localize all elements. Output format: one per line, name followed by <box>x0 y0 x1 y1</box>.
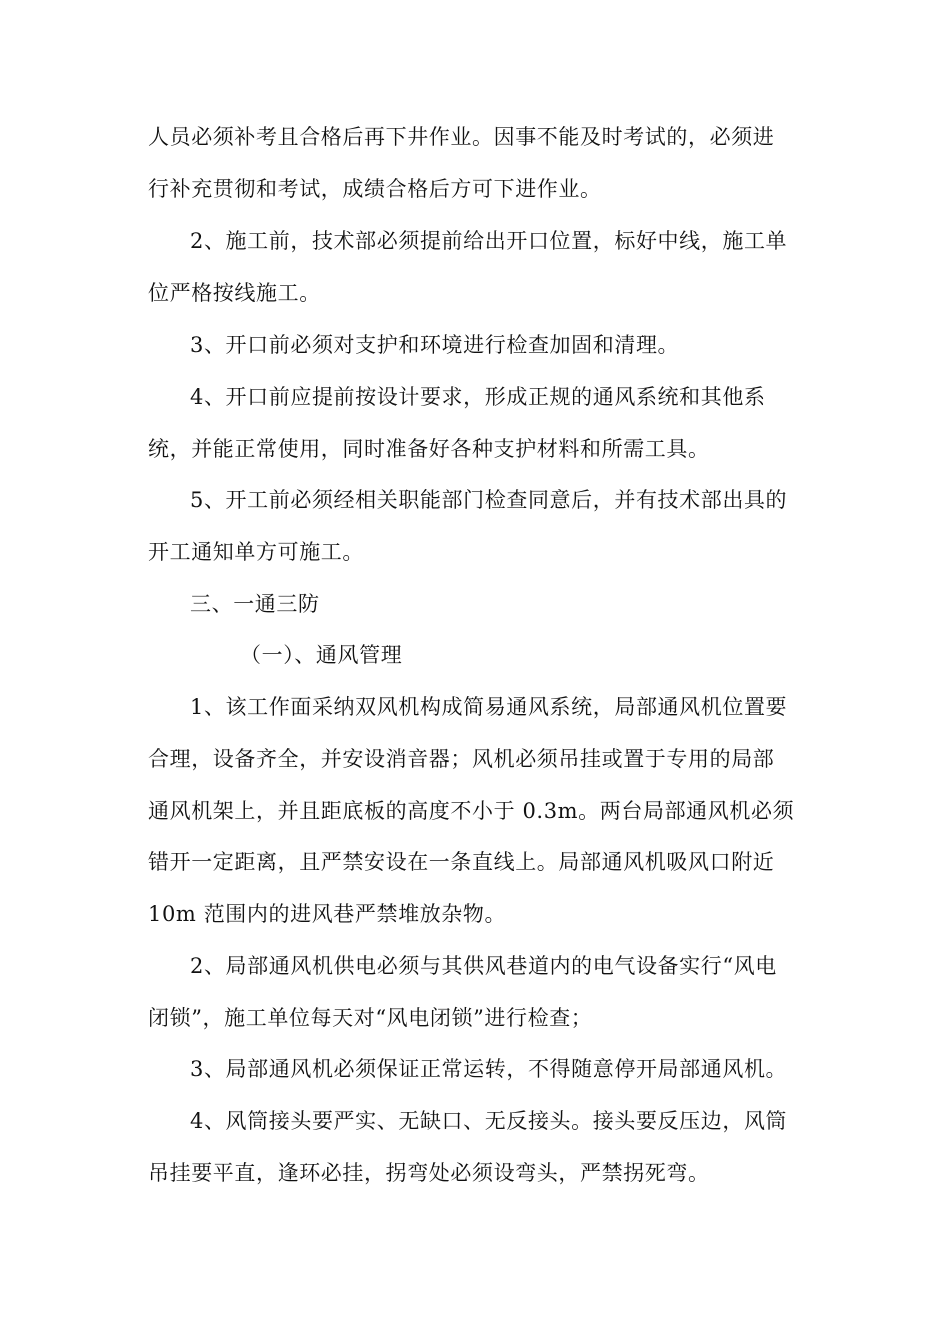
paragraph-4-line: 4、开口前应提前按设计要求，形成正规的通风系统和其他系 <box>190 385 766 409</box>
ventilation-paragraph-2-line: 2、局部通风机供电必须与其供风巷道内的电气设备实行“风电 <box>190 954 777 978</box>
ventilation-paragraph-1-line: 1、该工作面采纳双风机构成简易通风系统，局部通风机位置要 <box>190 695 788 719</box>
text-line: 行补充贯彻和考试，成绩合格后方可下进作业。 <box>148 177 602 201</box>
ventilation-paragraph-3-line: 3、局部通风机必须保证正常运转，不得随意停开局部通风机。 <box>190 1057 788 1081</box>
text-line: 通风机架上，并且距底板的高度不小于 0.3m。两台局部通风机必须 <box>148 799 795 823</box>
text-line: 10m 范围内的进风巷严禁堆放杂物。 <box>148 902 507 926</box>
text-line: 统，并能正常使用，同时准备好各种支护材料和所需工具。 <box>148 437 710 461</box>
text-line: 合理，设备齐全，并安设消音器；风机必须吊挂或置于专用的局部 <box>148 747 775 771</box>
subsection-heading: （一）、通风管理 <box>240 643 403 667</box>
text-line: 闭锁”，施工单位每天对“风电闭锁”进行检查； <box>148 1006 593 1030</box>
text-line: 吊挂要平直，逢环必挂，拐弯处必须设弯头，严禁拐死弯。 <box>148 1161 710 1185</box>
section-heading: 三、一通三防 <box>190 592 320 616</box>
paragraph-3-line: 3、开口前必须对支护和环境进行检查加固和清理。 <box>190 333 680 357</box>
paragraph-2-line: 2、施工前，技术部必须提前给出开口位置，标好中线，施工单 <box>190 229 788 253</box>
ventilation-paragraph-4-line: 4、风筒接头要严实、无缺口、无反接头。接头要反压边，风筒 <box>190 1109 788 1133</box>
text-line: 人员必须补考且合格后再下井作业。因事不能及时考试的，必须进 <box>148 125 775 149</box>
text-line: 错开一定距离，且严禁安设在一条直线上。局部通风机吸风口附近 <box>148 850 775 874</box>
text-line: 位严格按线施工。 <box>148 281 321 305</box>
text-line: 开工通知单方可施工。 <box>148 540 364 564</box>
paragraph-5-line: 5、开工前必须经相关职能部门检查同意后，并有技术部出具的 <box>190 488 788 512</box>
